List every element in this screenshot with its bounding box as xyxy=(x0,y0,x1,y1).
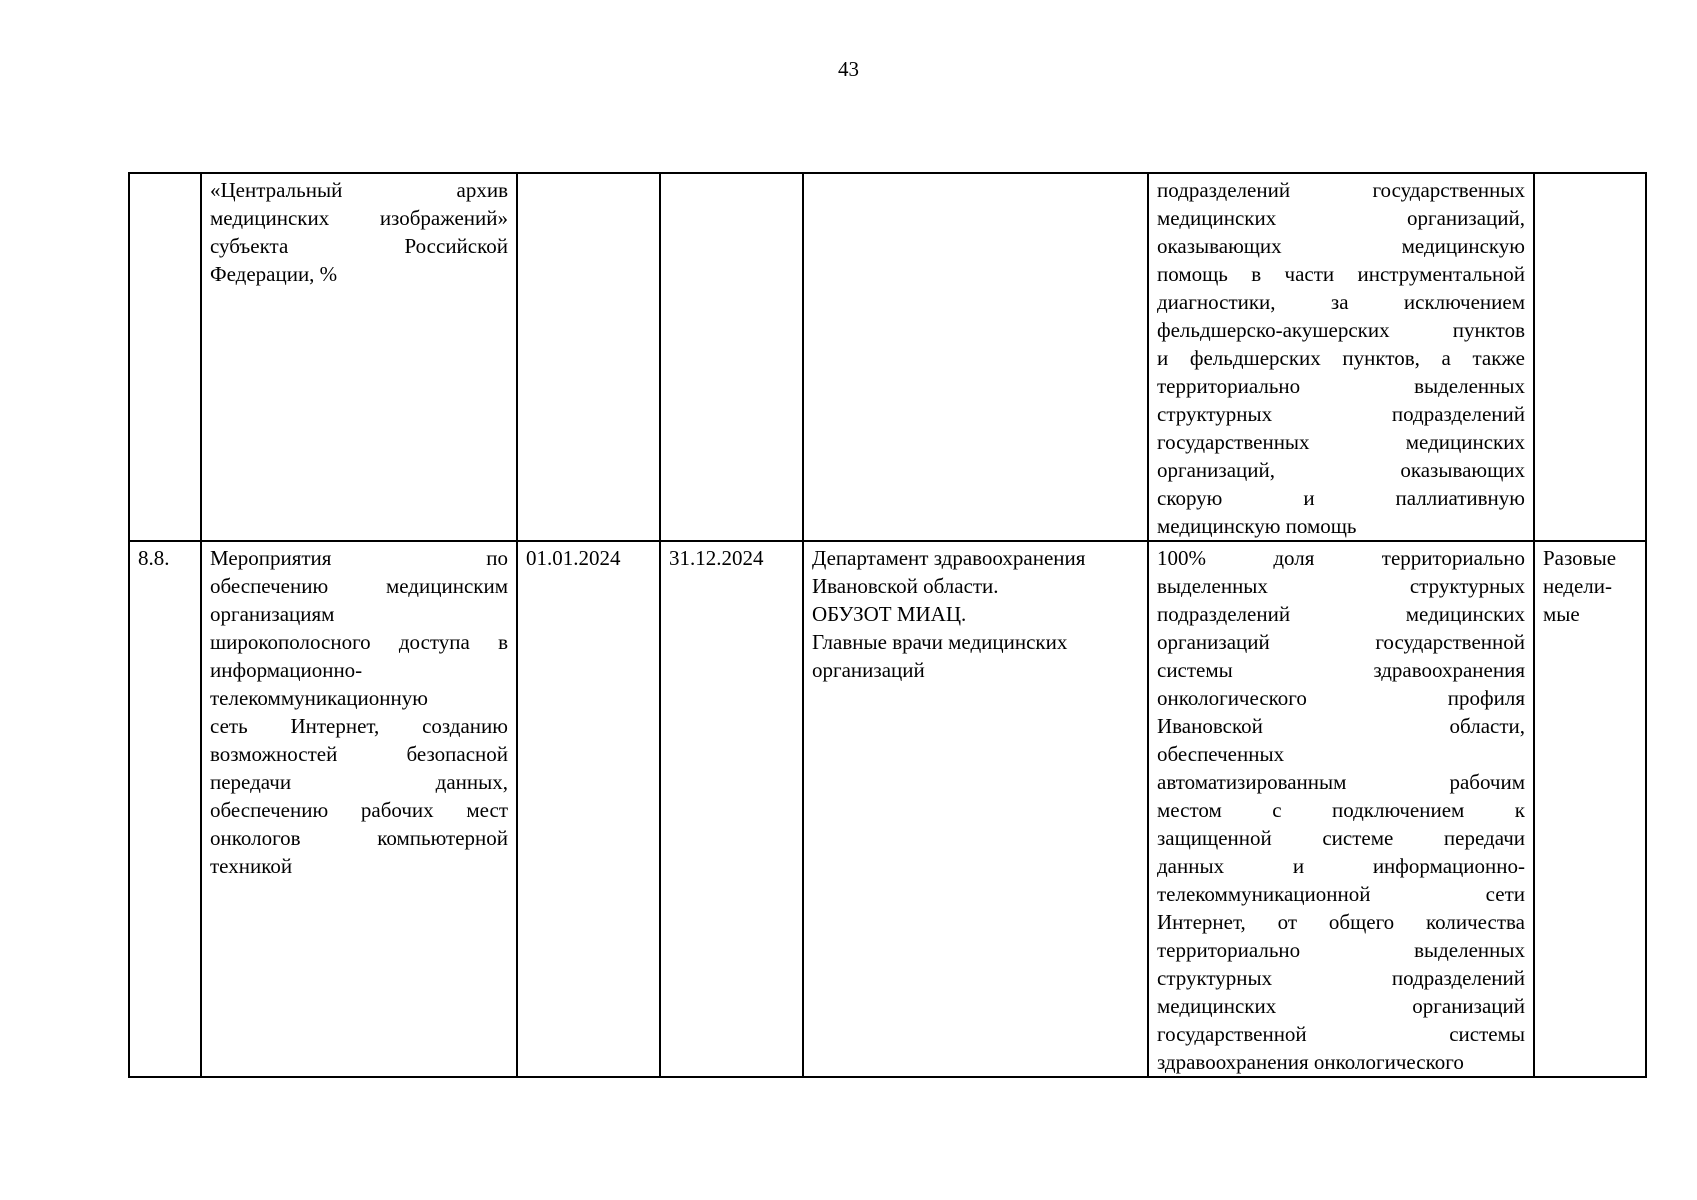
text-line: организаций xyxy=(812,658,925,682)
text-line: скорую и паллиативную xyxy=(1157,486,1525,510)
text-line: телекоммуникационную xyxy=(210,686,428,710)
responsible-cell xyxy=(803,541,1148,1077)
text-line: здравоохранения онкологического xyxy=(1157,1050,1464,1074)
text-line: помощь в части инструментальной xyxy=(1157,262,1525,286)
table-row xyxy=(129,173,1646,541)
text-line: субъекта Российской xyxy=(210,234,508,258)
text-line: организациям xyxy=(210,602,335,626)
text-line: обеспечению медицинским xyxy=(210,574,508,598)
text-line: территориально выделенных xyxy=(1157,374,1525,398)
result-cell xyxy=(1148,173,1534,541)
text-line: оказывающих медицинскую xyxy=(1157,234,1525,258)
text-line: структурных подразделений xyxy=(1157,966,1525,990)
activity-name-cell xyxy=(201,173,517,541)
page-number: 43 xyxy=(838,57,859,81)
text-line: данных и информационно- xyxy=(1157,854,1525,878)
text-line: медицинских организаций, xyxy=(1157,206,1525,230)
text-line: организаций, оказывающих xyxy=(1157,458,1525,482)
end-date: 31.12.2024 xyxy=(669,546,764,570)
text-line: Мероприятия по xyxy=(210,546,508,570)
text-line: и фельдшерских пунктов, а также xyxy=(1157,346,1525,370)
text-line: широкополосного доступа в xyxy=(210,630,508,654)
responsible-cell xyxy=(803,173,1148,541)
result-cell xyxy=(1148,541,1534,1077)
text-line: «Центральный архив xyxy=(210,178,508,202)
text-line: информационно- xyxy=(210,658,363,682)
text-line: онкологического профиля xyxy=(1157,686,1525,710)
type-cell xyxy=(1534,173,1646,541)
text-line: Ивановской области, xyxy=(1157,714,1525,738)
text-line: подразделений государственных xyxy=(1157,178,1525,202)
start-date-cell xyxy=(517,541,660,1077)
text-line: возможностей безопасной xyxy=(210,742,508,766)
text-line: недели- xyxy=(1543,574,1612,598)
text-line: государственных медицинских xyxy=(1157,430,1525,454)
text-line: местом с подключением к xyxy=(1157,798,1525,822)
text-line: подразделений медицинских xyxy=(1157,602,1525,626)
type-cell xyxy=(1534,541,1646,1077)
text-line: системы здравоохранения xyxy=(1157,658,1525,682)
table-row xyxy=(129,541,1646,1077)
text-line: структурных подразделений xyxy=(1157,402,1525,426)
start-date: 01.01.2024 xyxy=(526,546,621,570)
text-line: медицинских изображений» xyxy=(210,206,508,230)
text-line: передачи данных, xyxy=(210,770,508,794)
item-number-cell xyxy=(129,173,201,541)
end-date-cell xyxy=(660,541,803,1077)
text-line: фельдшерско-акушерских пунктов xyxy=(1157,318,1525,342)
text-line: государственной системы xyxy=(1157,1022,1525,1046)
text-line: онкологов компьютерной xyxy=(210,826,508,850)
text-line: обеспеченных xyxy=(1157,742,1285,766)
activities-table xyxy=(128,172,1647,1078)
text-line: защищенной системе передачи xyxy=(1157,826,1525,850)
text-line: ОБУЗОТ МИАЦ. xyxy=(812,602,967,626)
text-line: диагностики, за исключением xyxy=(1157,290,1525,314)
text-line: обеспечению рабочих мест xyxy=(210,798,508,822)
text-line: Ивановской области. xyxy=(812,574,999,598)
text-line: Департамент здравоохранения xyxy=(812,546,1086,570)
item-number-cell xyxy=(129,541,201,1077)
text-line: территориально выделенных xyxy=(1157,938,1525,962)
text-line: техникой xyxy=(210,854,293,878)
text-line: сеть Интернет, созданию xyxy=(210,714,508,738)
text-line: телекоммуникационной сети xyxy=(1157,882,1525,906)
item-number: 8.8. xyxy=(138,546,170,570)
text-line: Разовые xyxy=(1543,546,1617,570)
text-line: автоматизированным рабочим xyxy=(1157,770,1525,794)
start-date-cell xyxy=(517,173,660,541)
text-line: Интернет, от общего количества xyxy=(1157,910,1525,934)
end-date-cell xyxy=(660,173,803,541)
text-line: выделенных структурных xyxy=(1157,574,1525,598)
text-line: медицинских организаций xyxy=(1157,994,1525,1018)
text-line: организаций государственной xyxy=(1157,630,1525,654)
text-line: Главные врачи медицинских xyxy=(812,630,1068,654)
text-line: 100% доля территориально xyxy=(1157,546,1525,570)
text-line: мые xyxy=(1543,602,1580,626)
activity-name-cell xyxy=(201,541,517,1077)
text-line: медицинскую помощь xyxy=(1157,514,1357,538)
text-line: Федерации, % xyxy=(210,262,338,286)
